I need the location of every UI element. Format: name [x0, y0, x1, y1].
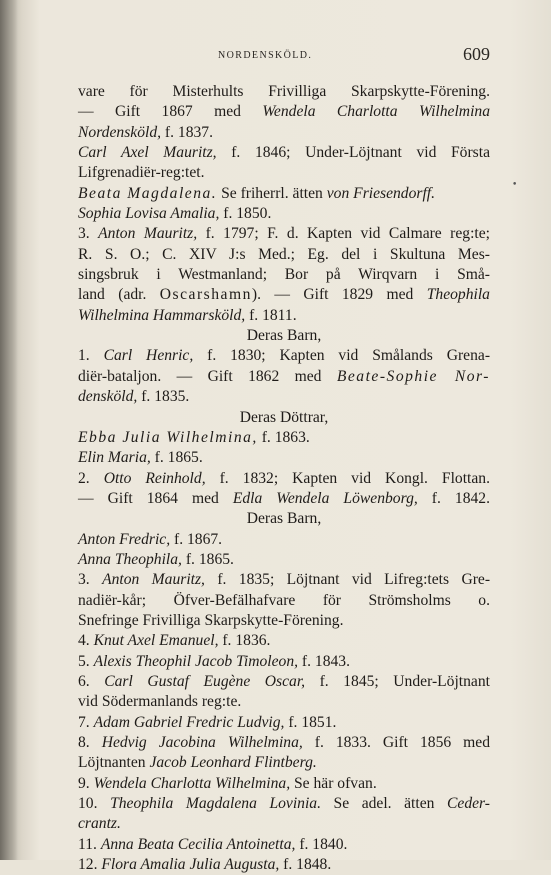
- running-head: NORDENSKÖLD.: [218, 50, 313, 61]
- page-gutter-shadow: [0, 0, 18, 860]
- text-line: Carl Axel Mauritz, f. 1846; Under-Löjtnant vid Första: [78, 144, 490, 162]
- text-line: — Gift 1864 med Edla Wendela Löwenborg, f. 1842.: [78, 489, 491, 507]
- text-line: 2. Otto Reinhold, f. 1832; Kapten vid Kongl. Flottan.: [78, 469, 490, 487]
- text-line: 12. Flora Amalia Julia Augusta, f. 1848.: [78, 856, 332, 874]
- text-line: vid Södermanlands reg:te.: [78, 693, 242, 711]
- text-line: vare för Misterhults Frivilliga Skarpskytte-Förening.: [78, 83, 490, 100]
- text-line: singsbruk i Westmanland; Bor på Wirqvarn i Små-: [78, 266, 490, 284]
- text-line: 3. Anton Mauritz, f. 1797; F. d. Kapten vid Calmare reg:te;: [78, 225, 491, 243]
- text-line: 9. Wendela Charlotta Wilhelmina, Se här ofvan.: [78, 774, 377, 792]
- text-line: Nordensköld, f. 1837.: [78, 123, 214, 141]
- page-number: 609: [463, 44, 490, 64]
- text-line: Deras Döttrar,: [239, 408, 329, 426]
- text-line: 3. Anton Mauritz, f. 1835; Löjtnant vid Lifreg:tets Gre-: [78, 571, 491, 589]
- text-line: Wilhelmina Hammarsköld, f. 1811.: [78, 306, 297, 324]
- text-line: 7. Adam Gabriel Fredric Ludvig, f. 1851.: [78, 713, 337, 731]
- text-line: diër-bataljon. — Gift 1862 med Beate-Sophie Nor-: [78, 367, 490, 385]
- text-line: 1. Carl Henric, f. 1830; Kapten vid Smålands Grena-: [78, 347, 491, 365]
- text-line: Snefringe Frivilliga Skarpskytte-Förening.: [78, 611, 344, 629]
- text-line: 8. Hedvig Jacobina Wilhelmina, f. 1833. Gift 1856 med: [78, 734, 491, 751]
- text-line: land (adr. Oscarshamn). — Gift 1829 med Theophila: [78, 286, 490, 304]
- text-line: Anton Fredric, f. 1867.: [78, 530, 223, 548]
- text-line: Elin Maria, f. 1865.: [78, 449, 203, 467]
- text-line: nadiër-kår; Öfver-Befälhafvare för Strömsholms o.: [78, 591, 490, 609]
- text-line: 6. Carl Gustaf Eugène Oscar, f. 1845; Under-Löjtnant: [78, 672, 490, 690]
- body-text: [78, 82, 490, 875]
- text-line: densköld, f. 1835.: [78, 388, 190, 406]
- text-line: Löjtnanten Jacob Leonhard Flintberg.: [78, 754, 317, 772]
- text-line: 5. Alexis Theophil Jacob Timoleon, f. 1843.: [78, 652, 351, 670]
- text-line: Anna Theophila, f. 1865.: [78, 550, 234, 568]
- text-line: Deras Barn,: [246, 327, 322, 345]
- text-line: crantz.: [78, 815, 121, 833]
- text-line: Ebba Julia Wilhelmina, f. 1863.: [78, 428, 310, 446]
- text-line: Beata Magdalena. Se friherrl. ätten von Friesendorff.: [78, 184, 436, 202]
- margin-mark: •: [512, 180, 518, 190]
- text-line: R. S. O.; C. XIV J:s Med.; Eg. del i Skultuna Mes-: [78, 245, 490, 263]
- text-line: 10. Theophila Magdalena Lovinia. Se adel. ätten Ceder-: [78, 795, 490, 813]
- page-header: [90, 46, 490, 68]
- text-line: 4. Knut Axel Emanuel, f. 1836.: [78, 632, 271, 650]
- text-line: 11. Anna Beata Cecilia Antoinetta, f. 1840.: [78, 835, 348, 853]
- text-line: Sophia Lovisa Amalia, f. 1850.: [78, 205, 272, 223]
- text-line: Deras Barn,: [246, 510, 322, 528]
- text-line: — Gift 1867 med Wendela Charlotta Wilhelmina: [78, 103, 490, 121]
- text-line: Lifgrenadiër-reg:tet.: [78, 164, 205, 182]
